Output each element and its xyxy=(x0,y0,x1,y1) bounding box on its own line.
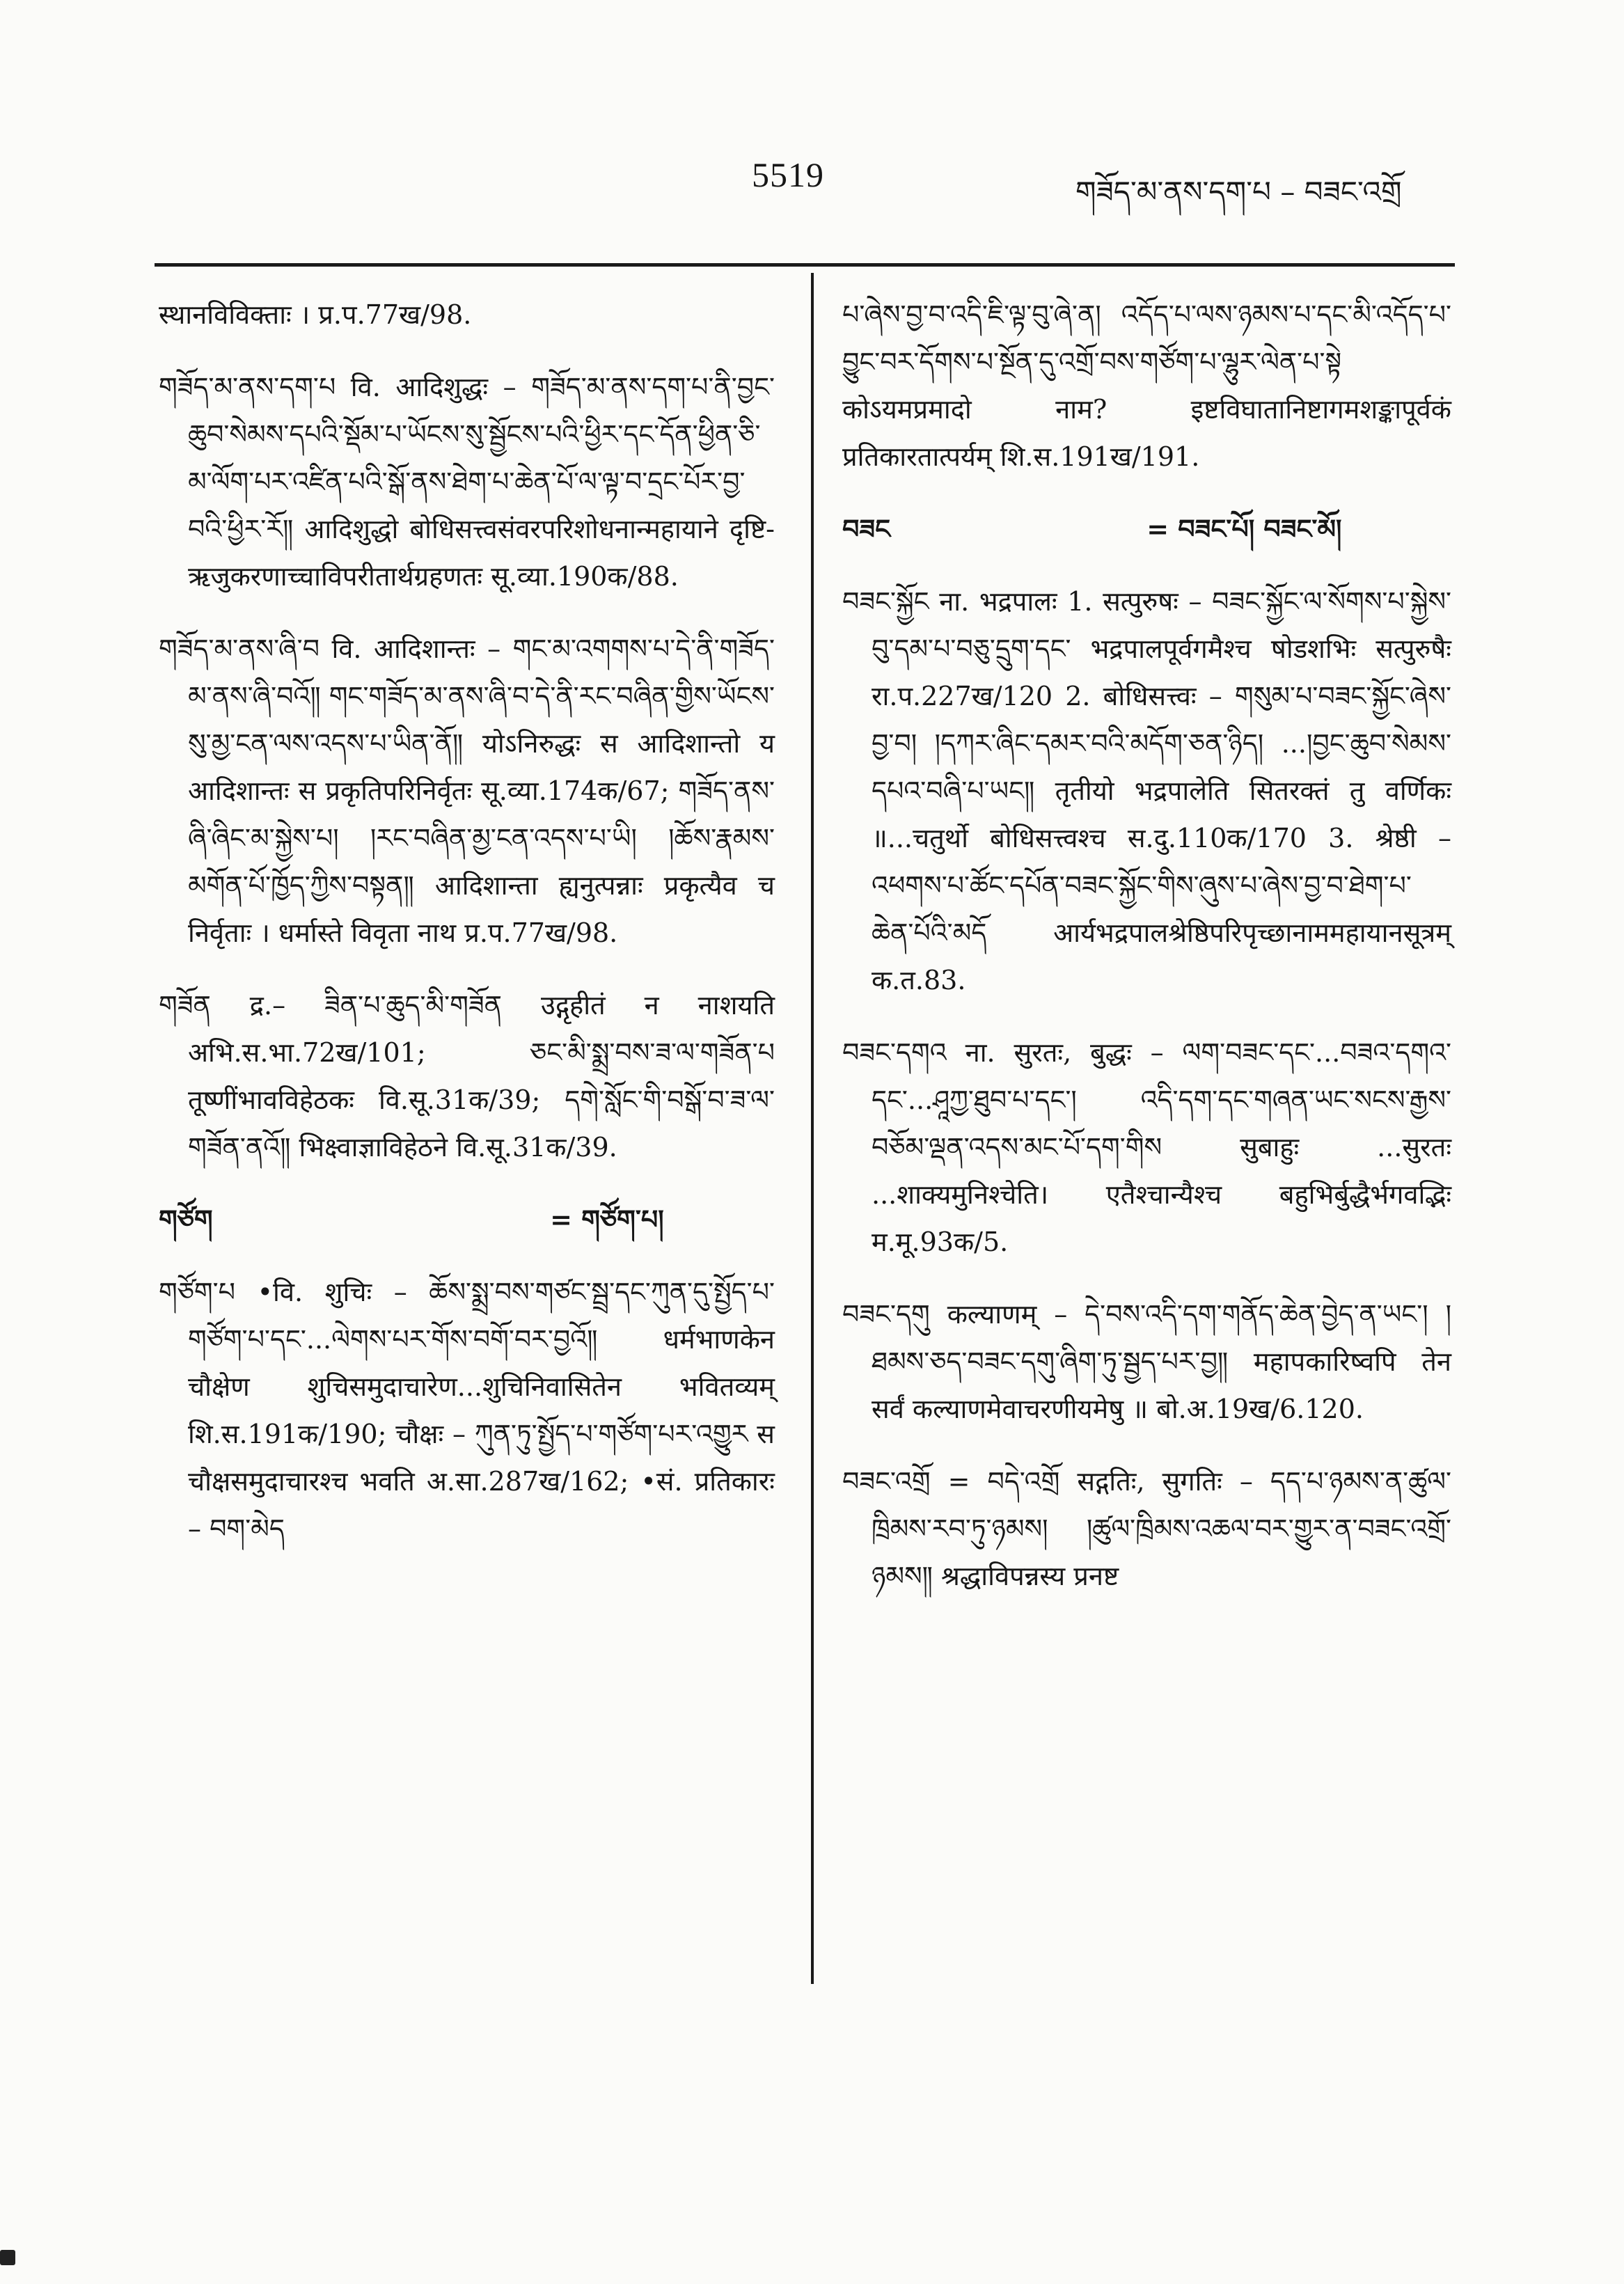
cross-reference-target: = བཟང་པོ། བཟང་མོ། xyxy=(1146,513,1342,544)
dictionary-entry: བཟང་སྐྱོང ना. भद्रपालः 1. सत्पुरुषः – བཟང་སྐྱོང་ལ་སོགས་པ་སྐྱེས་བུ་དམ་པ་བཅུ་དྲུག་དང་ भद्रपालपूर्वगमैश्च षोडशभिः सत्पुरुषैः रा.प.227ख/120 2. बोधिसत्त्वः – གསུམ་པ་བཟང་སྐྱོང་ཞེས་བྱ་བ། །དཀར་ཞིང་དམར་བའི་མདོག་ཅན་ཉིད། ...།བྱང་ཆུབ་སེམས་དཔའ་བཞི་པ་ཡང༎ तृतीयो भद्रपालेति सितरक्तं तु वर्णिकः ॥...चतुर्थो बोधिसत्त्वश्च स.दु.110क/170 3. श्रेष्ठी – འཕགས་པ་ཚོང་དཔོན་བཟང་སྐྱོང་གིས་ཞུས་པ་ཞེས་བྱ་བ་ཐེག་པ་ཆེན་པོའི་མདོ आर्यभद्रपालश्रेष्ठिपरिपृच्छानाममहायानसूत्रम् क.त.83. xyxy=(842,586,1451,995)
dictionary-entry: པ་ཞེས་བྱ་བ་འདི་ཇི་ལྟ་བུ་ཞེ་ན། འདོད་པ་ལས་ཉམས་པ་དང་མི་འདོད་པ་བྱུང་བར་དོགས་པ་སྔོན་དུ་འགྲོ་བས་གཙོག་པ་ལྷུར་ལེན་པ་སྟེ कोऽयमप्रमादो नाम? इष्टविघातानिष्टागमशङ्कापूर्वकं प्रतिकारतात्पर्यम् शि.स.191ख/191. xyxy=(842,299,1451,472)
page-number: 5519 xyxy=(752,155,824,194)
cross-reference-headword: བཟང xyxy=(842,513,891,544)
dictionary-entry: བཟང་དགའ ना. सुरतः, बुद्धः – ལག་བཟང་དང་...བཟའ་དགའ་དང་...ཤཱཀྱ་ཐུབ་པ་དང་། འདི་དག་དང་གཞན་ཡང་སངས་རྒྱས་བཅོམ་ལྡན་འདས་མང་པོ་དག་གིས सुबाहुः ...सुरतः ...शाक्यमुनिश्चेति। एतैश्चान्यैश्च बहुभिर्बुद्धैर्भगवद्भिः म.मू.93क/5. xyxy=(842,1037,1451,1257)
running-head: གཟོད་མ་ནས་དག་པ – བཟང་འགྲོ xyxy=(1075,175,1402,209)
dictionary-entry: स्थानविविक्ताः । प्र.प.77ख/98. xyxy=(159,299,472,330)
dictionary-entry: གཟོད་མ་ནས་དག་པ वि. आदिशुद्धः – གཟོད་མ་ནས་དག་པ་ནི་བྱང་ཆུབ་སེམས་དཔའི་སྡོམ་པ་ཡོངས་སུ་སྦྱོངས་པའི་ཕྱིར་དང་དོན་ཕྱིན་ཅི་མ་ལོག་པར་འཛིན་པའི་སྒོ་ནས་ཐེག་པ་ཆེན་པོ་ལ་ལྟ་བ་དྲང་པོར་བྱ་བའི་ཕྱིར་རོ༎ आदिशुद्धो बोधिसत्त्वसंवरपरिशोधनान्महायाने दृष्टि-ऋजुकरणाच्चाविपरीतार्थग्रहणतः सू.व्या.190क/88. xyxy=(159,372,775,592)
header-rule xyxy=(155,263,1455,267)
cross-reference-target: = གཙོག་པ། xyxy=(550,1204,664,1235)
cross-reference xyxy=(842,505,1342,553)
scan-corner-mark xyxy=(0,2250,15,2265)
dictionary-entry: བཟང་དགུ कल्याणम् – དེ་བས་འདི་དག་གནོད་ཆེན་བྱེད་ན་ཡང་། །ཐམས་ཅད་བཟང་དགུ་ཞིག་ཏུ་སྦྱད་པར་བྱ༎ महापकारिष्वपि तेन सर्वं कल्याणमेवाचरणीयमेषु ॥ बो.अ.19ख/6.120. xyxy=(842,1299,1451,1424)
dictionary-entry: གཟོད་མ་ནས་ཞི་བ वि. आदिशान्तः – གང་མ་འགགས་པ་དེ་ནི་གཟོད་མ་ནས་ཞི་བའོ༎ གང་གཟོད་མ་ནས་ཞི་བ་དེ་ནི་རང་བཞིན་གྱིས་ཡོངས་སུ་མྱ་ངན་ལས་འདས་པ་ཡིན་ནོ༎ योऽनिरुद्धः स आदिशान्तो य आदिशान्तः स प्रकृतिपरिनिर्वृतः सू.व्या.174क/67; གཟོད་ནས་ཞི་ཞིང་མ་སྐྱེས་པ། །རང་བཞིན་མྱ་ངན་འདས་པ་ཡི། །ཆོས་རྣམས་མགོན་པོ་ཁྱོད་ཀྱིས་བསྟན༎ आदिशान्ता ह्यनुत्पन्नाः प्रकृत्यैव च निर्वृताः । धर्मास्ते विवृता नाथ प्र.प.77ख/98. xyxy=(159,633,775,948)
dictionary-entry: གཟོན द्र.– ཟིན་པ་ཆུད་མི་གཟོན उद्गृहीतं न नाशयति अभि.स.भा.72ख/101; ཅང་མི་སྨྲ་བས་ཟ་ལ་གཟོན་པ तूष्णींभावविहेठकः वि.सू.31क/39; དགེ་སློང་གི་བསྒོ་བ་ཟ་ལ་གཟོན་ནའོ༎ भिक्ष्वाज्ञाविहेठने वि.सू.31क/39. xyxy=(159,990,775,1163)
right-column xyxy=(842,291,1451,1625)
cross-reference-headword: གཙོག xyxy=(159,1204,213,1235)
cross-reference xyxy=(159,1196,664,1243)
dictionary-entry: གཙོག་པ •वि. शुचिः – ཆོས་སྨྲ་བས་གཙང་སྦྲ་དང་ཀུན་དུ་སྤྱོད་པ་གཙོག་པ་དང་...ལེགས་པར་གོས་བགོ་བར་བྱའོ༎ धर्मभाणकेन चौक्षेण शुचिसमुदाचारेण...शुचिनिवासितेन भवितव्यम् शि.स.191क/190; चौक्षः – ཀུན་ཏུ་སྤྱོད་པ་གཙོག་པར་འགྱུར स चौक्षसमुदाचारश्च भवति अ.सा.287ख/162; •सं. प्रतिकारः – བག་མེད xyxy=(159,1277,775,1544)
left-column xyxy=(159,291,775,1577)
dictionary-entry: བཟང་འགྲོ = བདེ་འགྲོ सद्गतिः, सुगतिः – དད་པ་ཉམས་ན་ཚུལ་ཁྲིམས་རབ་ཏུ་ཉམས། །ཚུལ་ཁྲིམས་འཆལ་བར་གྱུར་ན་བཟང་འགྲོ་ཉམས༎ श्रद्धाविपन्नस्य प्रनष्ट xyxy=(842,1466,1451,1591)
column-divider xyxy=(811,273,814,1984)
